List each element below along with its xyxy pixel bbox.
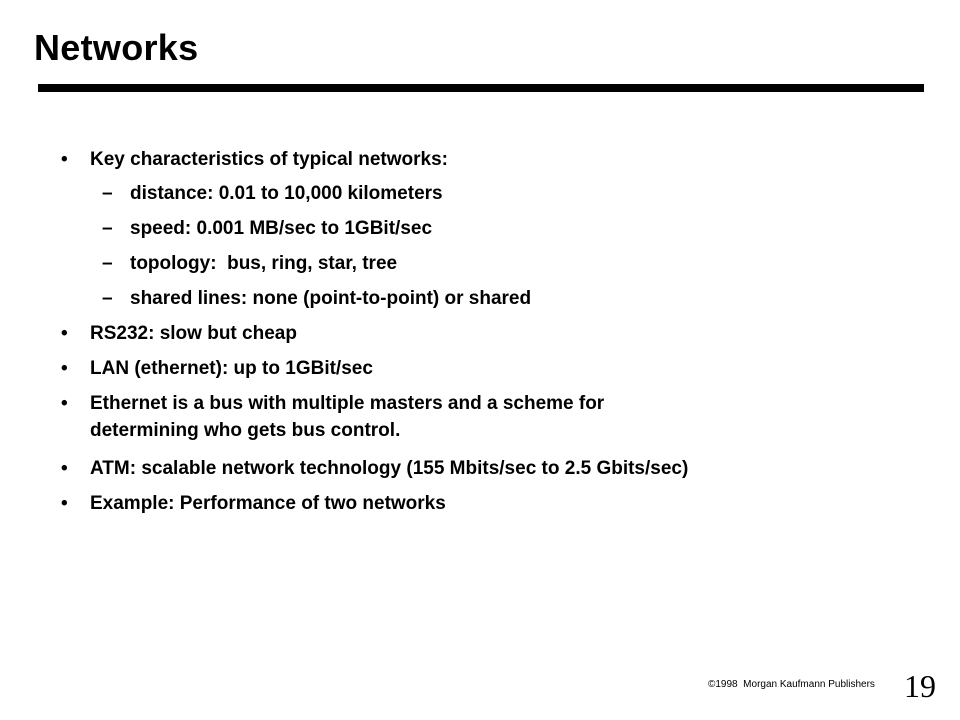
bullet-marker: • [61, 393, 68, 414]
bullet-text: Key characteristics of typical networks: [90, 149, 448, 170]
sub-bullet-text: shared lines: none (point-to-point) or shared [130, 288, 532, 309]
bullet-text: Example: Performance of two networks [90, 493, 446, 514]
bullet-marker: • [61, 458, 68, 479]
copyright-notice: ©1998 Morgan Kaufmann Publishers [708, 679, 875, 690]
slide-title: Networks [34, 27, 199, 68]
dash-marker: – [102, 288, 113, 309]
bullet-text: LAN (ethernet): up to 1GBit/sec [90, 358, 373, 379]
dash-marker: – [102, 183, 113, 204]
bullet-text: RS232: slow but cheap [90, 323, 297, 344]
bullet-marker: • [61, 358, 68, 379]
bullet-text-line-2: determining who gets bus control. [90, 420, 401, 441]
dash-marker: – [102, 253, 113, 274]
page-number: 19 [904, 668, 936, 704]
bullet-marker: • [61, 323, 68, 344]
bullet-text-line-1: Ethernet is a bus with multiple masters and a scheme for [90, 393, 605, 414]
bullet-text: ATM: scalable network technology (155 Mbits/sec to 2.5 Gbits/sec) [90, 458, 689, 479]
sub-bullet-text: speed: 0.001 MB/sec to 1GBit/sec [130, 218, 433, 239]
bullet-marker: • [61, 149, 68, 170]
sub-bullet-text: distance: 0.01 to 10,000 kilometers [130, 183, 443, 204]
dash-marker: – [102, 218, 113, 239]
title-divider [38, 84, 924, 92]
sub-bullet-text: topology: bus, ring, star, tree [130, 253, 398, 274]
bullet-marker: • [61, 493, 68, 514]
